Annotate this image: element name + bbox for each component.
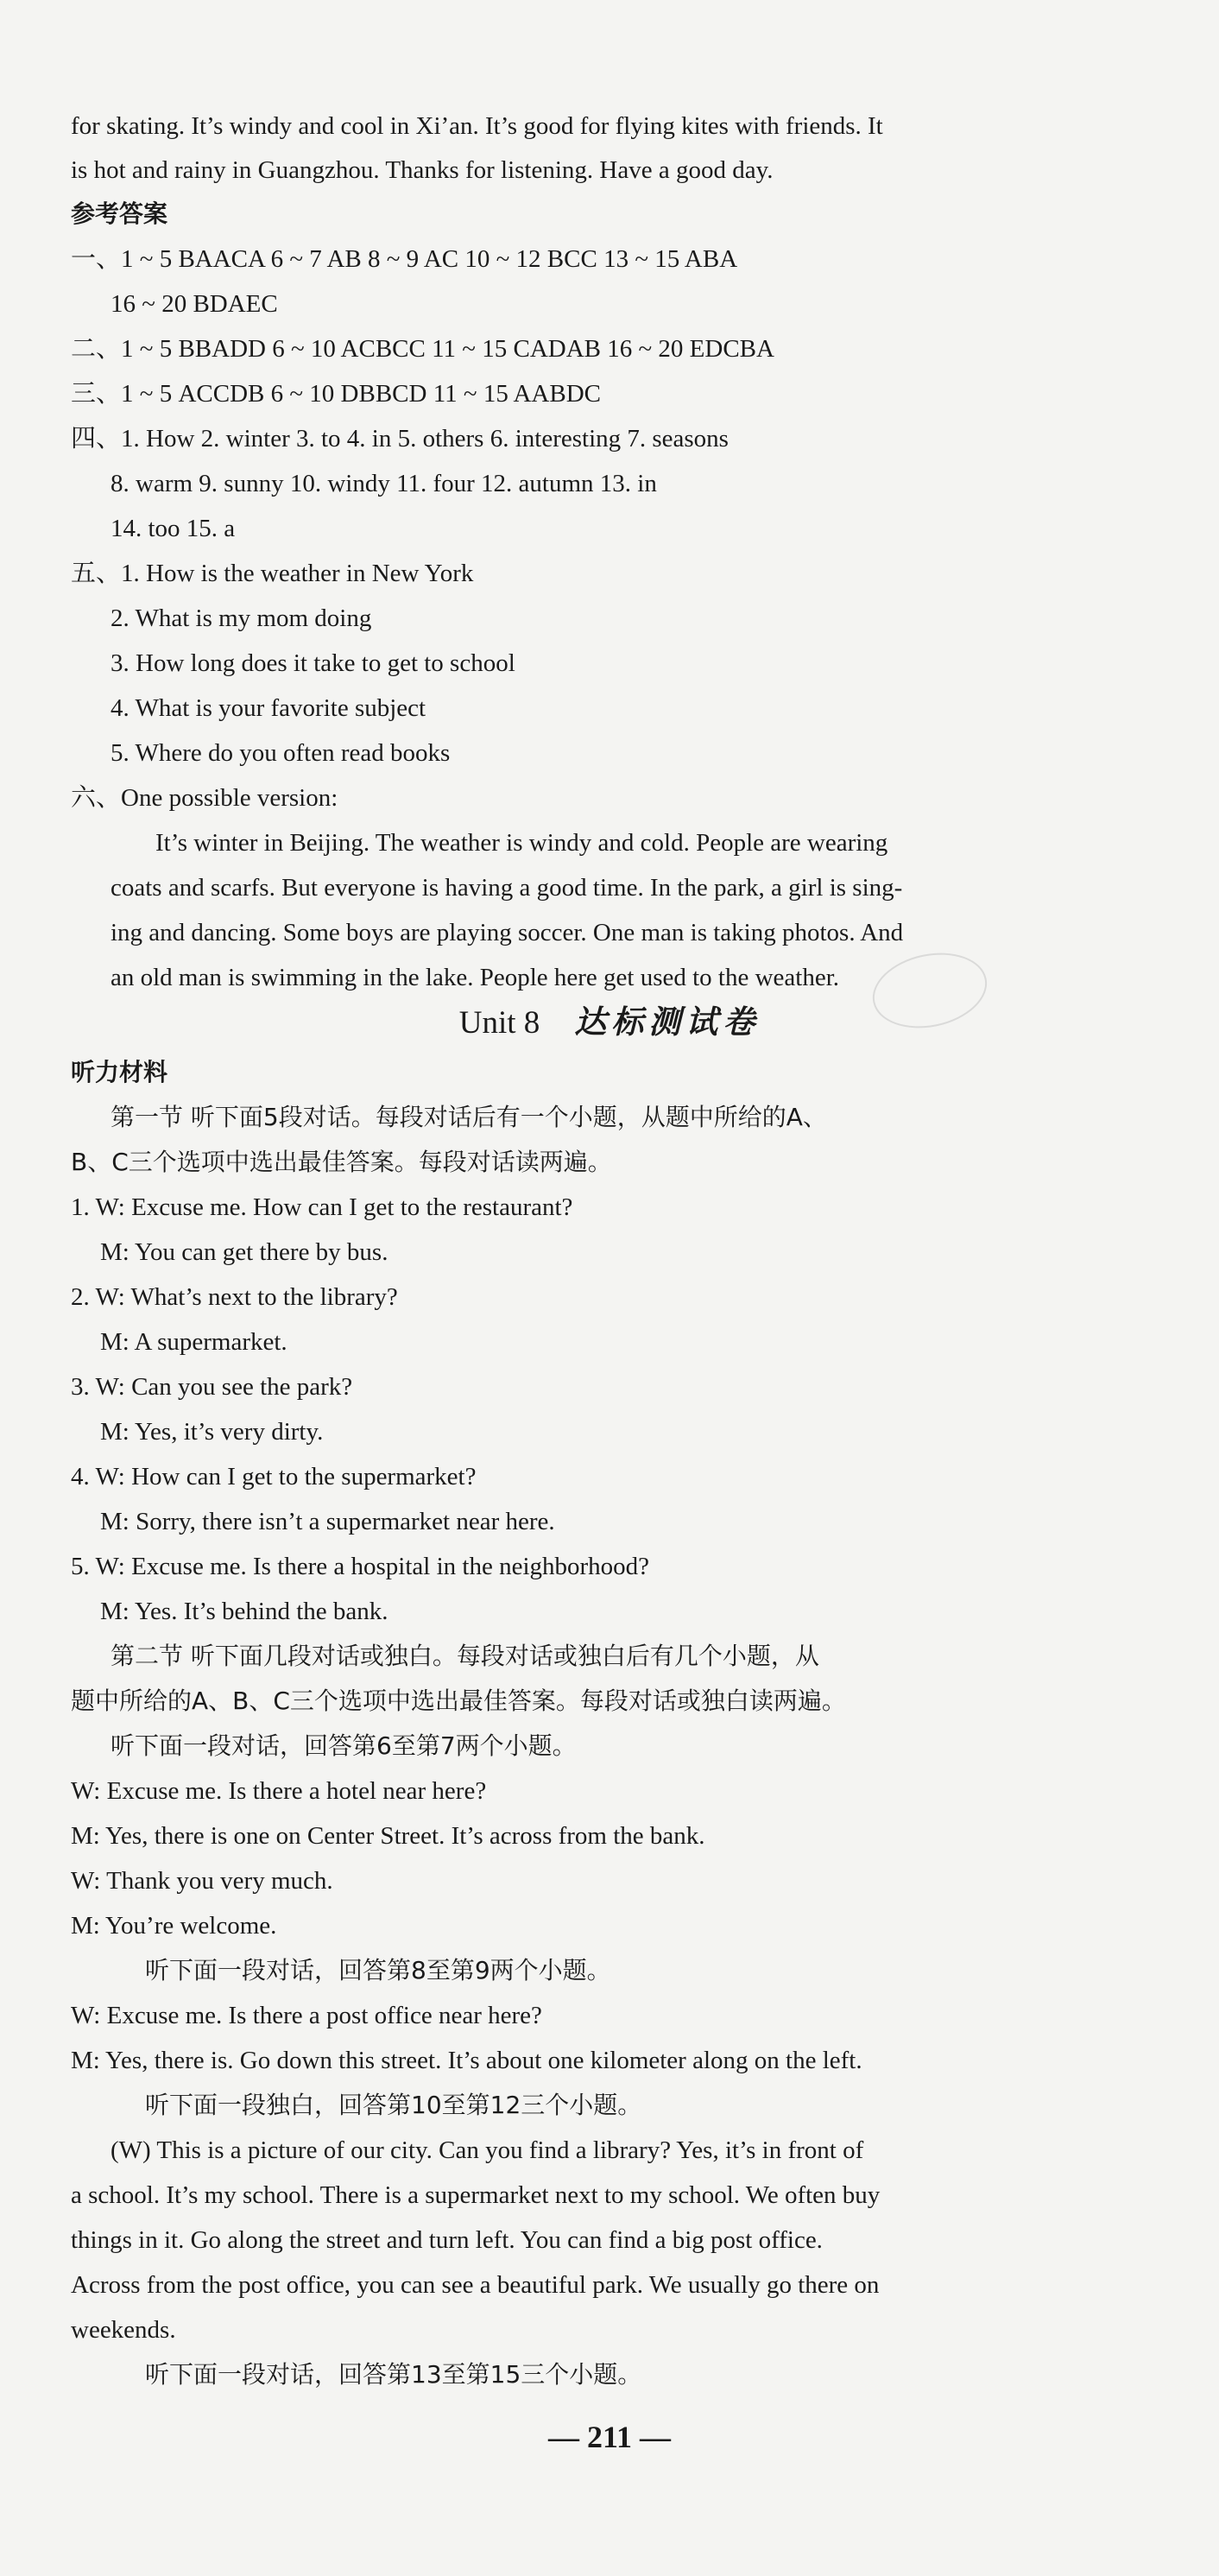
answer-line: 16 ~ 20 BDAEC [111,290,278,318]
dialogue-line: M: You can get there by bus. [100,1238,388,1266]
unit-title [0,1002,1219,1044]
answers-heading: 参考答案 [71,199,168,228]
answer-line: 五、1. How is the weather in New York [71,560,474,587]
section-instruction: B、C三个选项中选出最佳答案。每段对话读两遍。 [71,1148,612,1176]
dialogue-line: 4. W: How can I get to the supermarket? [71,1463,477,1491]
answer-line: 六、One possible version: [71,784,338,812]
question-instruction: 听下面一段对话，回答第8至第9两个小题。 [145,1956,611,1984]
question-instruction: 听下面一段独白，回答第10至第12三个小题。 [145,2091,642,2119]
answer-line: 14. too 15. a [111,515,236,542]
dialogue-line: M: You’re welcome. [71,1912,277,1940]
dialogue-line: M: Yes, it’s very dirty. [100,1418,324,1446]
question-instruction: 听下面一段对话，回答第6至第7两个小题。 [111,1731,577,1760]
unit-name: Unit 8 [458,1005,540,1041]
dialogue-line: M: Yes. It’s behind the bank. [100,1598,388,1625]
listening-heading: 听力材料 [71,1058,168,1086]
answer-line: 4. What is your favorite subject [111,694,426,722]
answer-line: 3. How long does it take to get to school [111,649,515,677]
monologue-line: things in it. Go along the street and turn left. You can find a big post office. [71,2226,823,2254]
dialogue-line: M: Sorry, there isn’t a supermarket near here. [100,1508,555,1535]
unit-subtitle: 达标测试卷 [574,1003,761,1041]
answer-line: 一、1 ~ 5 BAACA 6 ~ 7 AB 8 ~ 9 AC 10 ~ 12 BCC 13 ~ 15 ABA [71,245,738,273]
dialogue-line: 2. W: What’s next to the library? [71,1283,398,1311]
answer-line: 三、1 ~ 5 ACCDB 6 ~ 10 DBBCD 11 ~ 15 AABDC [71,380,601,408]
dialogue-line: W: Excuse me. Is there a post office near here? [71,2002,542,2029]
answer-line: 二、1 ~ 5 BBADD 6 ~ 10 ACBCC 11 ~ 15 CADAB 16 ~ 20 EDCBA [71,335,774,363]
passage-line: for skating. It’s windy and cool in Xi’an. It’s good for flying kites with friends. It [71,112,883,140]
passage-line: is hot and rainy in Guangzhou. Thanks for listening. Have a good day. [71,156,774,184]
answer-line: 5. Where do you often read books [111,739,451,767]
dialogue-line: W: Thank you very much. [71,1867,333,1895]
monologue-line: (W) This is a picture of our city. Can you find a library? Yes, it’s in front of [111,2136,864,2164]
dialogue-line: 5. W: Excuse me. Is there a hospital in the neighborhood? [71,1553,650,1580]
section-instruction: 第一节 听下面5段对话。每段对话后有一个小题，从题中所给的A、 [111,1103,827,1131]
monologue-line: Across from the post office, you can see a beautiful park. We usually go there on [71,2271,880,2299]
dialogue-line: M: Yes, there is. Go down this street. It’s about one kilometer along on the left. [71,2047,862,2074]
page-number: — 211 — [547,2420,671,2454]
dialogue-line: W: Excuse me. Is there a hotel near here? [71,1777,487,1805]
dialogue-line: 3. W: Can you see the park? [71,1373,353,1401]
essay-line: It’s winter in Beijing. The weather is windy and cold. People are wearing [155,829,888,857]
section-instruction: 题中所给的A、B、C三个选项中选出最佳答案。每段对话或独白读两遍。 [71,1687,846,1715]
dialogue-line: 1. W: Excuse me. How can I get to the restaurant? [71,1193,573,1221]
answer-line: 2. What is my mom doing [111,604,372,632]
essay-line: ing and dancing. Some boys are playing soccer. One man is taking photos. And [111,919,904,946]
section-instruction: 第二节 听下面几段对话或独白。每段对话或独白后有几个小题，从 [111,1642,819,1670]
essay-line: coats and scarfs. But everyone is having a good time. In the park, a girl is sing- [111,874,903,902]
essay-line: an old man is swimming in the lake. People here get used to the weather. [111,964,840,991]
question-instruction: 听下面一段对话，回答第13至第15三个小题。 [145,2360,642,2389]
dialogue-line: M: Yes, there is one on Center Street. It’s across from the bank. [71,1822,705,1850]
monologue-line: a school. It’s my school. There is a supermarket next to my school. We often buy [71,2181,881,2209]
dialogue-line: M: A supermarket. [100,1328,287,1356]
answer-line: 四、1. How 2. winter 3. to 4. in 5. others 6. interesting 7. seasons [71,425,729,453]
monologue-line: weekends. [71,2316,176,2344]
answer-line: 8. warm 9. sunny 10. windy 11. four 12. autumn 13. in [111,470,657,497]
